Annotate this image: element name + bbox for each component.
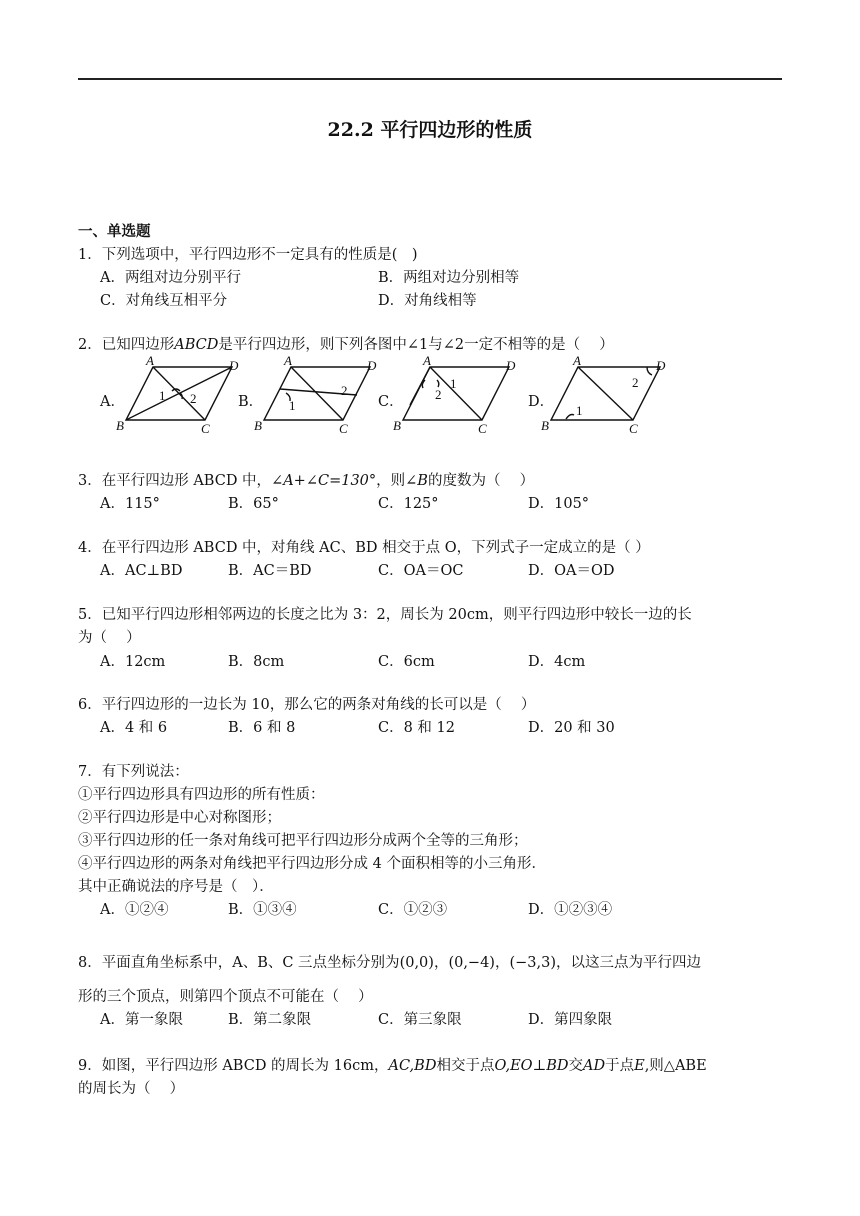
q9-math-4: E — [634, 1058, 645, 1074]
q3-stem-math: ∠A+∠C=130° — [271, 473, 377, 489]
q1-option-a[interactable]: A．两组对边分别平行 — [100, 270, 241, 286]
q2-b-angle-2: 2 — [341, 383, 348, 398]
q8-sep-2: ， — [494, 955, 510, 971]
q8-option-a[interactable]: A．第一象限 — [100, 1012, 183, 1028]
q2-stem-abcd: ABCD — [174, 337, 219, 353]
q2-d-angle-1: 1 — [576, 403, 583, 418]
q2-a-label-D: D — [229, 358, 239, 373]
q9-math-3: AD — [583, 1058, 606, 1074]
q5-option-d[interactable]: D．4cm — [528, 654, 586, 670]
q4-option-c[interactable]: C．OA＝OC — [378, 563, 464, 579]
q8-sep-1: ， — [433, 955, 449, 971]
q6-option-a[interactable]: A．4 和 6 — [100, 720, 168, 736]
q9-text-1: 相交于点 — [436, 1058, 495, 1074]
q8-option-c[interactable]: C．第三象限 — [378, 1012, 462, 1028]
q2-b-label-B: B — [254, 418, 262, 433]
q7-ask: 其中正确说法的序号是（ ）． — [78, 879, 274, 895]
q3-stem — [78, 469, 534, 490]
q6-stem: 6．平行四边形的一边长为 10，那么它的两条对角线的长可以是（ ） — [78, 697, 536, 713]
q4-option-d[interactable]: D．OA＝OD — [528, 563, 615, 579]
q5-option-b[interactable]: B．8cm — [228, 654, 285, 670]
q2-b-label-C: C — [339, 421, 348, 436]
q2-c-label-A: A — [423, 355, 431, 368]
q7-stem: 7．有下列说法： — [78, 764, 189, 780]
q7-statement-4: ④平行四边形的两条对角线把平行四边形分成 4 个面积相等的小三角形． — [78, 856, 546, 872]
q2-d-label-B: B — [541, 418, 549, 433]
q2-stem-part-a: 2．已知四边形 — [78, 337, 175, 353]
q3-option-c[interactable]: C．125° — [378, 496, 439, 512]
q8-point-1: (0,0) — [399, 955, 434, 971]
q9-stem-line1 — [78, 1054, 707, 1075]
q8-point-2: (0,−4) — [448, 955, 495, 971]
q2-d-label-C: C — [629, 421, 638, 436]
q2-d-angle-2: 2 — [632, 375, 639, 390]
q1-option-c[interactable]: C．对角线互相平分 — [100, 293, 228, 309]
q1-option-b[interactable]: B．两组对边分别相等 — [378, 270, 520, 286]
q8-option-d[interactable]: D．第四象限 — [528, 1012, 613, 1028]
q8-stem-line2: 形的三个顶点，则第四个顶点不可能在（ ） — [78, 989, 373, 1005]
page-title: 22.2 平行四边形的性质 — [327, 119, 533, 141]
q2-c-label-B: B — [393, 418, 401, 433]
q2-option-d[interactable]: D． — [528, 394, 555, 410]
q2-option-a[interactable]: A． — [100, 394, 125, 410]
q4-option-a[interactable]: A．AC⊥BD — [100, 563, 183, 579]
q7-statement-3: ③平行四边形的任一条对角线可把平行四边形分成两个全等的三角形； — [78, 833, 528, 849]
q8-stem-line1 — [78, 951, 701, 972]
q2-stem-part-b: 是平行四边形，则下列各图中∠1与∠2一定不相等的是（ ） — [218, 337, 614, 353]
q2-d-label-D: D — [656, 358, 666, 373]
q6-option-c[interactable]: C．8 和 12 — [378, 720, 455, 736]
q3-stem-part-c: 的度数为（ ） — [427, 473, 535, 489]
q5-stem-line2: 为（ ） — [78, 630, 141, 646]
q2-a-label-C: C — [201, 421, 210, 436]
q2-c-label-C: C — [478, 421, 487, 436]
q5-stem-line1: 5．已知平行四边形相邻两边的长度之比为 3：2，周长为 20cm，则平行四边形中较长一边的长 — [78, 607, 692, 623]
q7-option-d[interactable]: D．①②③④ — [528, 902, 613, 918]
q1-option-d[interactable]: D．对角线相等 — [378, 293, 477, 309]
q7-statement-1: ①平行四边形具有四边形的所有性质： — [78, 787, 325, 803]
q5-option-c[interactable]: C．6cm — [378, 654, 435, 670]
q3-stem-angle: ∠B — [405, 473, 428, 489]
q9-text-2: 交 — [568, 1058, 583, 1074]
q2-b-angle-1: 1 — [289, 398, 296, 413]
q9-text-3: 于点 — [605, 1058, 635, 1074]
q2-figure-a — [126, 367, 232, 420]
q2-c-label-D: D — [506, 358, 516, 373]
q8-stem-part-b: ，以这三点为平行四边 — [556, 955, 701, 971]
q7-statement-2: ②平行四边形是中心对称图形； — [78, 810, 281, 826]
q8-option-b[interactable]: B．第二象限 — [228, 1012, 312, 1028]
q2-a-angle-2: 2 — [190, 391, 197, 406]
q2-c-angle-2: 2 — [435, 387, 442, 402]
q2-figure-c — [403, 367, 509, 420]
q2-a-label-A: A — [146, 355, 154, 368]
q6-option-d[interactable]: D．20 和 30 — [528, 720, 615, 736]
q7-option-a[interactable]: A．①②④ — [100, 902, 169, 918]
q2-b-label-A: A — [284, 355, 292, 368]
q3-option-b[interactable]: B．65° — [228, 496, 279, 512]
q7-option-b[interactable]: B．①③④ — [228, 902, 297, 918]
q3-option-a[interactable]: A．115° — [100, 496, 160, 512]
q1-stem: 1．下列选项中，平行四边形不一定具有的性质是( ) — [78, 247, 418, 263]
q3-option-d[interactable]: D．105° — [528, 496, 590, 512]
q2-c-angle-1: 1 — [450, 376, 457, 391]
q5-option-a[interactable]: A．12cm — [100, 654, 166, 670]
q2-option-c[interactable]: C． — [378, 394, 404, 410]
q2-a-label-B: B — [116, 418, 124, 433]
q2-figures — [0, 355, 860, 440]
q7-option-c[interactable]: C．①②③ — [378, 902, 448, 918]
q4-option-b[interactable]: B．AC＝BD — [228, 563, 312, 579]
q2-figure-d — [551, 367, 660, 420]
q9-stem-part-a: 9．如图，平行四边形 ABCD 的周长为 16cm， — [78, 1058, 389, 1074]
header-rule — [78, 78, 782, 80]
q8-stem-part-a: 8．平面直角坐标系中，A、B、C 三点坐标分别为 — [78, 955, 400, 971]
q9-stem-line2: 的周长为（ ） — [78, 1081, 185, 1097]
q2-stem — [78, 333, 614, 354]
q2-figure-b — [264, 367, 370, 420]
q2-b-label-D: D — [367, 358, 377, 373]
q6-option-b[interactable]: B．6 和 8 — [228, 720, 296, 736]
q2-a-angle-1: 1 — [159, 388, 166, 403]
q9-text-4: ,则△ABE — [644, 1058, 707, 1074]
q3-stem-part-b: ，则 — [376, 473, 406, 489]
q3-stem-part-a: 3．在平行四边形 ABCD 中， — [78, 473, 272, 489]
q2-d-label-A: A — [573, 355, 581, 368]
section-heading: 一、单选题 — [78, 223, 151, 240]
q4-stem: 4．在平行四边形 ABCD 中，对角线 AC、BD 相交于点 O，下列式子一定成立的是（ ） — [78, 540, 650, 556]
q8-point-3: (−3,3) — [509, 955, 556, 971]
q2-option-b[interactable]: B． — [238, 394, 264, 410]
q9-math-1: AC,BD — [388, 1058, 437, 1074]
q9-math-2: O,EO⊥BD — [494, 1058, 569, 1074]
